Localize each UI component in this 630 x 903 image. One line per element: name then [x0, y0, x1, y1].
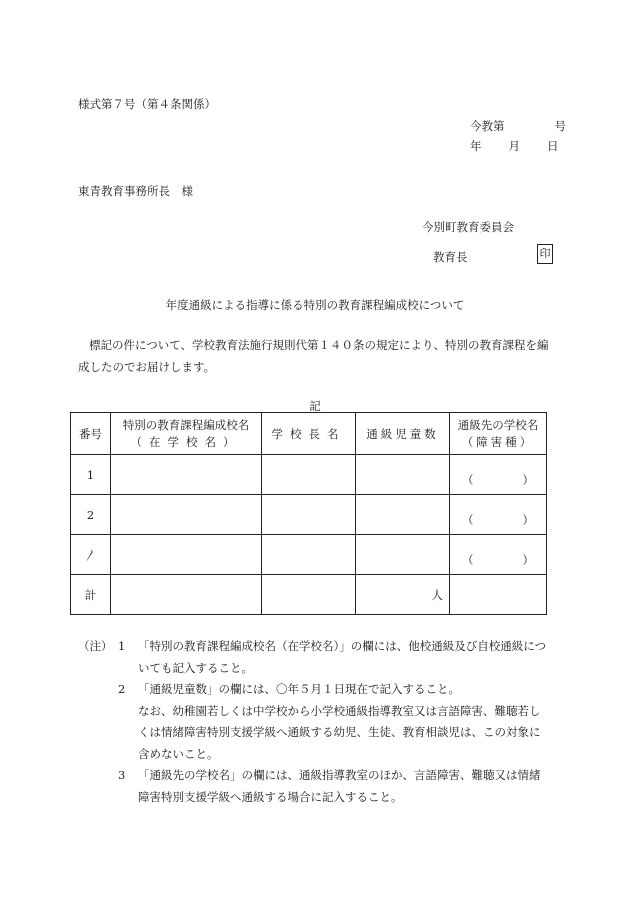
cell-school-name[interactable] [111, 495, 262, 535]
table-row [71, 495, 547, 535]
paren-close: ） [522, 473, 534, 487]
cell-total-empty [262, 575, 356, 615]
total-label: 計 [71, 575, 111, 615]
cell-student-count[interactable] [356, 455, 450, 495]
header-destination [450, 413, 547, 455]
date-year: 年 [470, 139, 482, 153]
header-school-line2: （在学校名） [130, 434, 242, 449]
header-number: 番号 [71, 413, 111, 455]
note-item [78, 765, 554, 808]
cell-principal[interactable] [262, 495, 356, 535]
document-date [470, 138, 559, 154]
cell-school-name[interactable] [111, 535, 262, 575]
sender-organization: 今別町教育委員会 [422, 220, 514, 234]
note-line: 「通級児童数」の欄には、〇年５月１日現在で記入すること。 [138, 682, 460, 696]
sender-title: 教育長 [433, 250, 468, 264]
header-school-name [111, 413, 262, 455]
total-unit: 人 [431, 588, 443, 602]
seal-stamp: 印 [537, 244, 553, 264]
header-school-line1: 特別の教育課程編成校名 [122, 417, 250, 432]
header-dest-line2: （障害種） [461, 434, 535, 449]
document-number [470, 118, 566, 134]
body-text: 標記の件について、学校教育法施行規則代第１４０条の規定により、特別の教育課程を編成したのでお届けします。 [78, 338, 549, 374]
note-item [78, 636, 554, 679]
paren-close: ） [522, 513, 534, 527]
note-line: くは情緒障害特別支援学級へ通級する幼児、生徒、教育相談児は、この対象に [138, 725, 541, 739]
cell-principal[interactable] [262, 455, 356, 495]
cell-total-count[interactable] [356, 575, 450, 615]
notes-section [78, 636, 554, 808]
table-total-row [71, 575, 547, 615]
paren-close: ） [522, 553, 534, 567]
table-header-row [71, 413, 547, 455]
table-row [71, 455, 547, 495]
cell-destination[interactable] [450, 495, 547, 535]
note-item [78, 679, 554, 765]
row-number: 1 [71, 455, 111, 495]
header-student-count: 通級児童数 [356, 413, 450, 455]
paren-open: （ [462, 473, 474, 487]
table-row [71, 535, 547, 575]
cell-student-count[interactable] [356, 535, 450, 575]
note-line: いても記入すること。 [138, 660, 253, 675]
report-table [70, 412, 547, 615]
note-number: 1 [118, 639, 126, 653]
row-number: 2 [71, 495, 111, 535]
addressee: 東青教育事務所長 様 [78, 184, 193, 198]
cell-principal[interactable] [262, 535, 356, 575]
ki-heading: 記 [309, 399, 321, 413]
doc-number-prefix: 今教第 [470, 119, 505, 133]
date-day: 日 [547, 139, 559, 153]
cell-total-empty [450, 575, 547, 615]
note-line: 「特別の教育課程編成校名（在学校名）」の欄には、他校通級及び自校通級につ [138, 639, 547, 653]
form-number: 様式第７号（第４条関係） [78, 97, 216, 111]
note-line: なお、幼稚園若しくは中学校から小学校通級指導教室又は言語障害、難聴若し [138, 703, 541, 718]
note-line: 「通級先の学校名」の欄には、通級指導教室のほか、言語障害、難聴又は情緒 [138, 768, 541, 782]
cell-total-empty [111, 575, 262, 615]
note-line: 含めないこと。 [138, 746, 219, 761]
notes-label: （注） [78, 639, 113, 653]
cell-destination[interactable] [450, 455, 547, 495]
paren-open: （ [462, 513, 474, 527]
date-month: 月 [508, 139, 520, 153]
paren-open: （ [462, 553, 474, 567]
note-number: 3 [118, 768, 126, 782]
note-number: 2 [118, 682, 126, 696]
cell-school-name[interactable] [111, 455, 262, 495]
cell-destination[interactable] [450, 535, 547, 575]
row-number: 〳 [71, 535, 111, 575]
header-principal: 学校長名 [262, 413, 356, 455]
document-subject: 年度通級による指導に係る特別の教育課程編成校について [165, 298, 465, 312]
doc-number-suffix: 号 [554, 119, 566, 133]
note-line: 障害特別支援学級へ通級する場合に記入すること。 [138, 789, 403, 804]
header-dest-line1: 通級先の学校名 [457, 417, 539, 432]
cell-student-count[interactable] [356, 495, 450, 535]
